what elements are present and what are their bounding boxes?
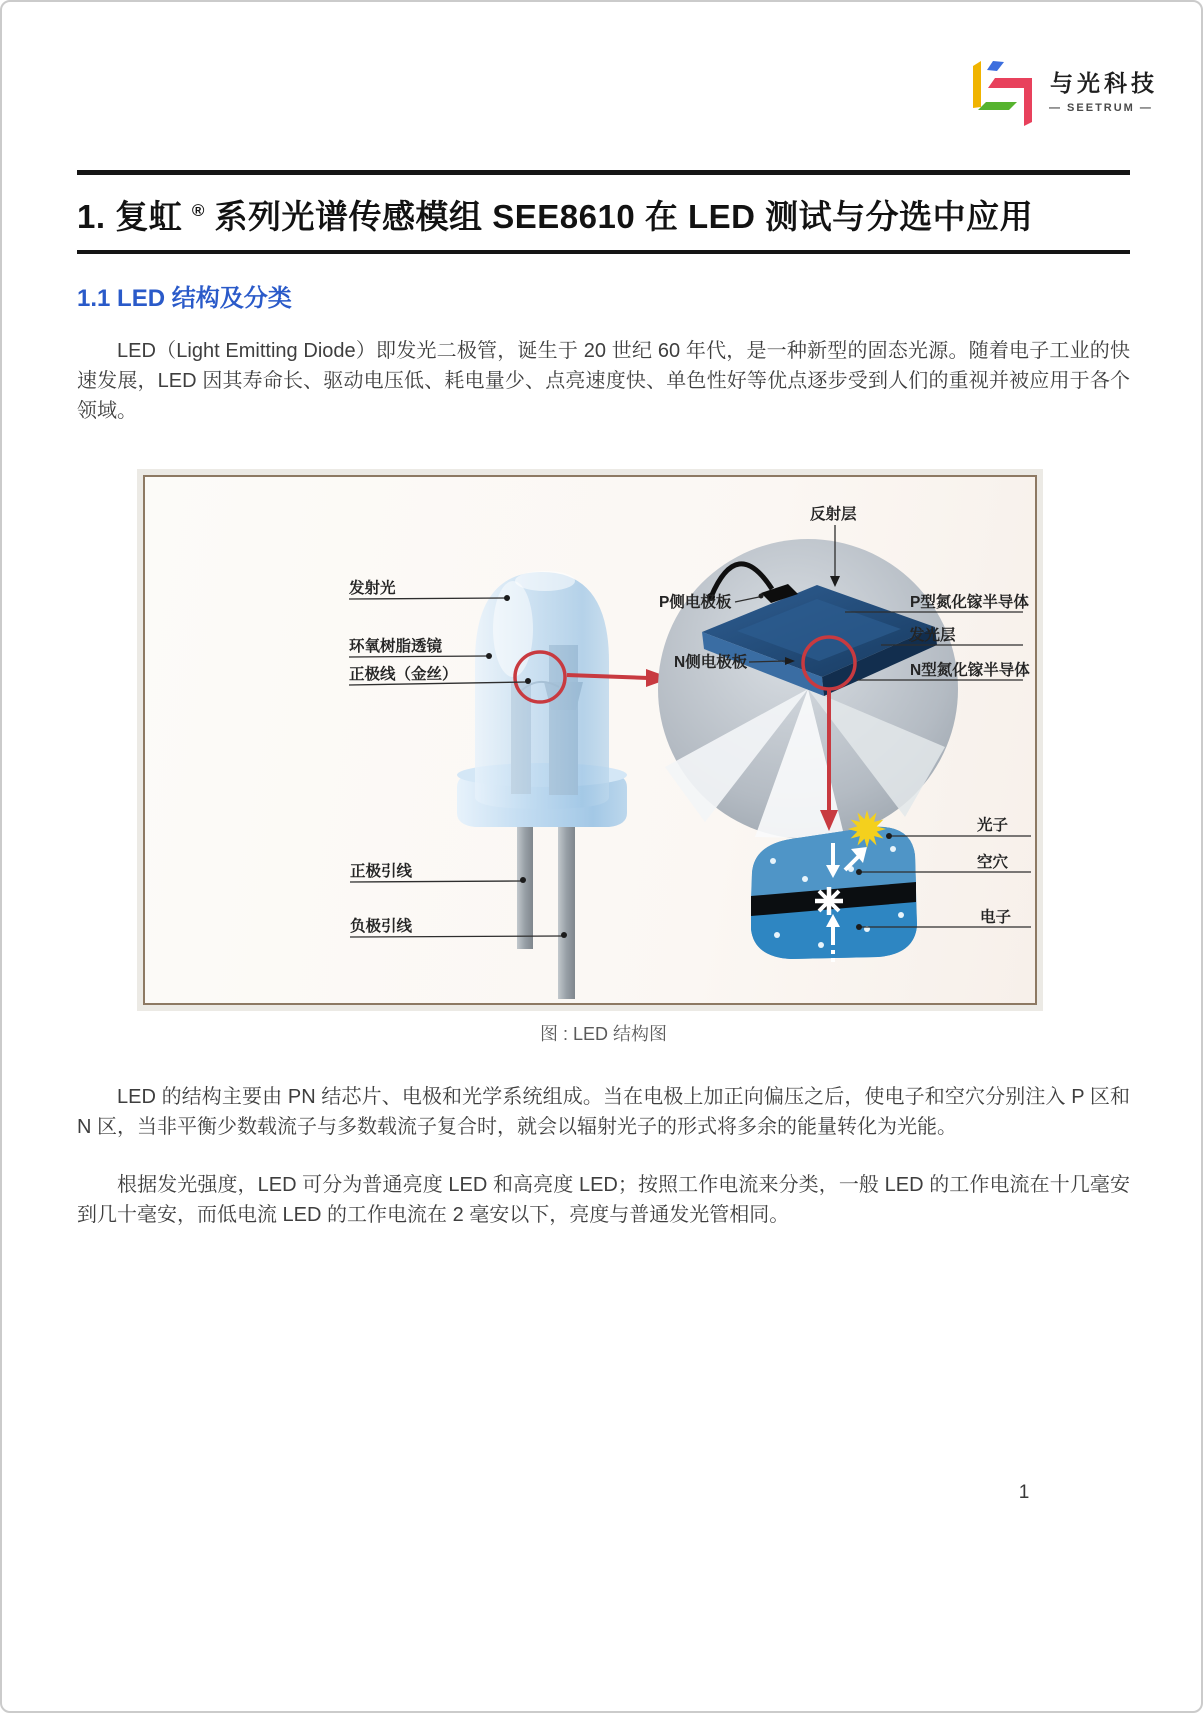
- registered-mark: ®: [191, 201, 205, 220]
- label-cathode-lead: 负极引线: [350, 918, 413, 935]
- seetrum-logo-icon: [971, 58, 1039, 130]
- label-emitted-light: 发射光: [349, 580, 396, 597]
- paragraph-1: LED（Light Emitting Diode）即发光二极管，诞生于 20 世纪 60 年代，是一种新型的固态光源。随着电子工业的快速发展，LED 因其寿命长、驱动电压低、耗电量少、点亮速度快、单色性好等优点逐步受到人们的重视并被应用于各个领域。: [77, 340, 1130, 422]
- title-rule-top: [77, 170, 1130, 175]
- paragraph-3: 根据发光强度，LED 可分为普通亮度 LED 和高亮度 LED；按照工作电流来分类，一般 LED 的工作电流在十几毫安到几十毫安，而低电流 LED 的工作电流在 2 毫安以下，亮度与普通发光管相同。: [77, 1174, 1130, 1226]
- page-number: 1: [1018, 1482, 1030, 1503]
- label-n-gan: N型氮化镓半导体: [910, 662, 1030, 679]
- title-prefix: 1. 复虹: [77, 198, 192, 235]
- label-electron: 电子: [980, 909, 1012, 926]
- label-reflector: 反射层: [810, 506, 857, 523]
- logo-company-name: 与光科技: [1050, 70, 1158, 96]
- figure-frame: [143, 475, 1037, 1005]
- paragraph-2: LED 的结构主要由 PN 结芯片、电极和光学系统组成。当在电极上加正向偏压之后，使电子和空穴分别注入 P 区和 N 区，当非平衡少数载流子与多数载流子复合时，就会以辐射光子的形式将多余的能量转化为光能。: [77, 1086, 1130, 1138]
- label-p-gan: P型氮化镓半导体: [910, 594, 1029, 611]
- led-structure-diagram: [145, 477, 1035, 1003]
- figure-caption: 图 : LED 结构图: [539, 1024, 668, 1044]
- label-photon: 光子: [977, 817, 1009, 834]
- label-p-electrode: P侧电极板: [659, 594, 732, 611]
- section-heading: 1.1 LED 结构及分类: [77, 285, 292, 312]
- label-anode-lead: 正极引线: [350, 863, 413, 880]
- title-rule-bottom: [77, 250, 1130, 254]
- led-bulb-illustration: [457, 571, 627, 999]
- label-anode-wire: 正极线（金丝）: [349, 666, 458, 683]
- led-structure-figure: [137, 469, 1043, 1011]
- magnified-chip-view: [658, 539, 958, 839]
- page-title: [77, 189, 1137, 239]
- label-n-electrode: N侧电极板: [674, 654, 748, 671]
- logo-brand-name: — SEETRUM —: [1049, 102, 1153, 114]
- title-suffix: 系列光谱传感模组 SEE8610 在 LED 测试与分选中应用: [204, 198, 1034, 235]
- label-epoxy-lens: 环氧树脂透镜: [349, 638, 443, 655]
- label-hole: 空穴: [977, 854, 1009, 871]
- label-emitting-layer: 发光层: [909, 627, 956, 644]
